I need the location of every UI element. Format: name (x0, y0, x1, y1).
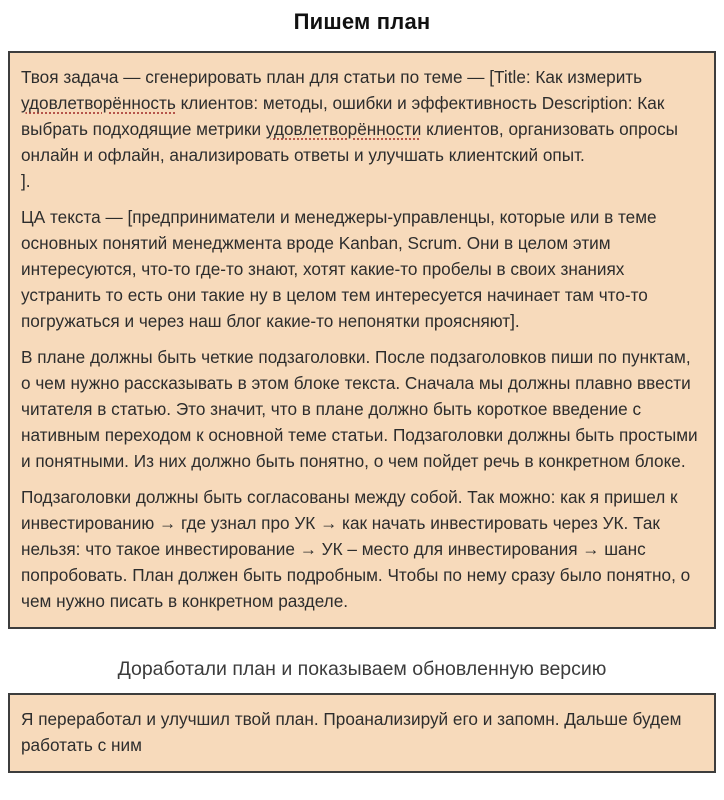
revision-message-box (8, 693, 716, 773)
plan-instructions-box (8, 51, 716, 629)
plan-paragraph-task (21, 64, 703, 194)
spellcheck-word-1: удовлетворённость (21, 93, 176, 113)
task-text-between: клиентов: методы, ошибки и эффективность Description: Как выбрать подходящие метрики (21, 93, 665, 139)
task-text-before: Твоя задача — сгенерировать план для статьи по теме — [Title: Как измерить (21, 67, 643, 87)
plan-paragraph-structure: В плане должны быть четкие подзаголовки. После подзаголовков пиши по пунктам, о чем нужно рассказывать в этом блоке текста. Сначала мы должны плавно ввести читателя в статью. Это значит, что в плане должно быть короткое введение с нативным переходом к основной теме статьи. Подзаголовки должны быть простыми и понятными. Из них должно быть понятно, о чем пойдет речь в конкретном блоке. (21, 347, 698, 471)
spellcheck-word-2: удовлетворённости (265, 119, 422, 139)
page-title: Пишем план (293, 9, 431, 34)
revision-message-text: Я переработал и улучшил твой план. Проанализируй его и запомн. Дальше будем работать с ним (21, 709, 682, 755)
task-text-after: клиентов, организовать опросы онлайн и офлайн, анализировать ответы и улучшать клиентский опыт. (21, 119, 679, 165)
section-subtitle: Доработали план и показываем обновленную версию (117, 658, 607, 680)
plan-paragraph-audience: ЦА текста — [предприниматели и менеджеры-управленцы, которые или в теме основных понятий менеджмента вроде Kanban, Scrum. Они в целом этим интересуются, что-то где-то знают, хотят какие-то пробелы в своих знаниях устранить то есть они такие ну в целом тем интересуется начинает там что-то погружаться и через наш блог какие-то непонятки проясняют]. (21, 207, 657, 331)
plan-paragraph-subheadings: Подзаголовки должны быть согласованы между собой. Так можно: как я пришел к инвестированию → где узнал про УК → как начать инвестировать через УК. Так нельзя: что такое инвестирование → УК – место для инвестирования → шанс попробовать. План должен быть подробным. Чтобы по нему сразу было понятно, о чем нужно писать в конкретном разделе. (21, 487, 691, 611)
task-text-closing-bracket: ]. (21, 171, 31, 191)
